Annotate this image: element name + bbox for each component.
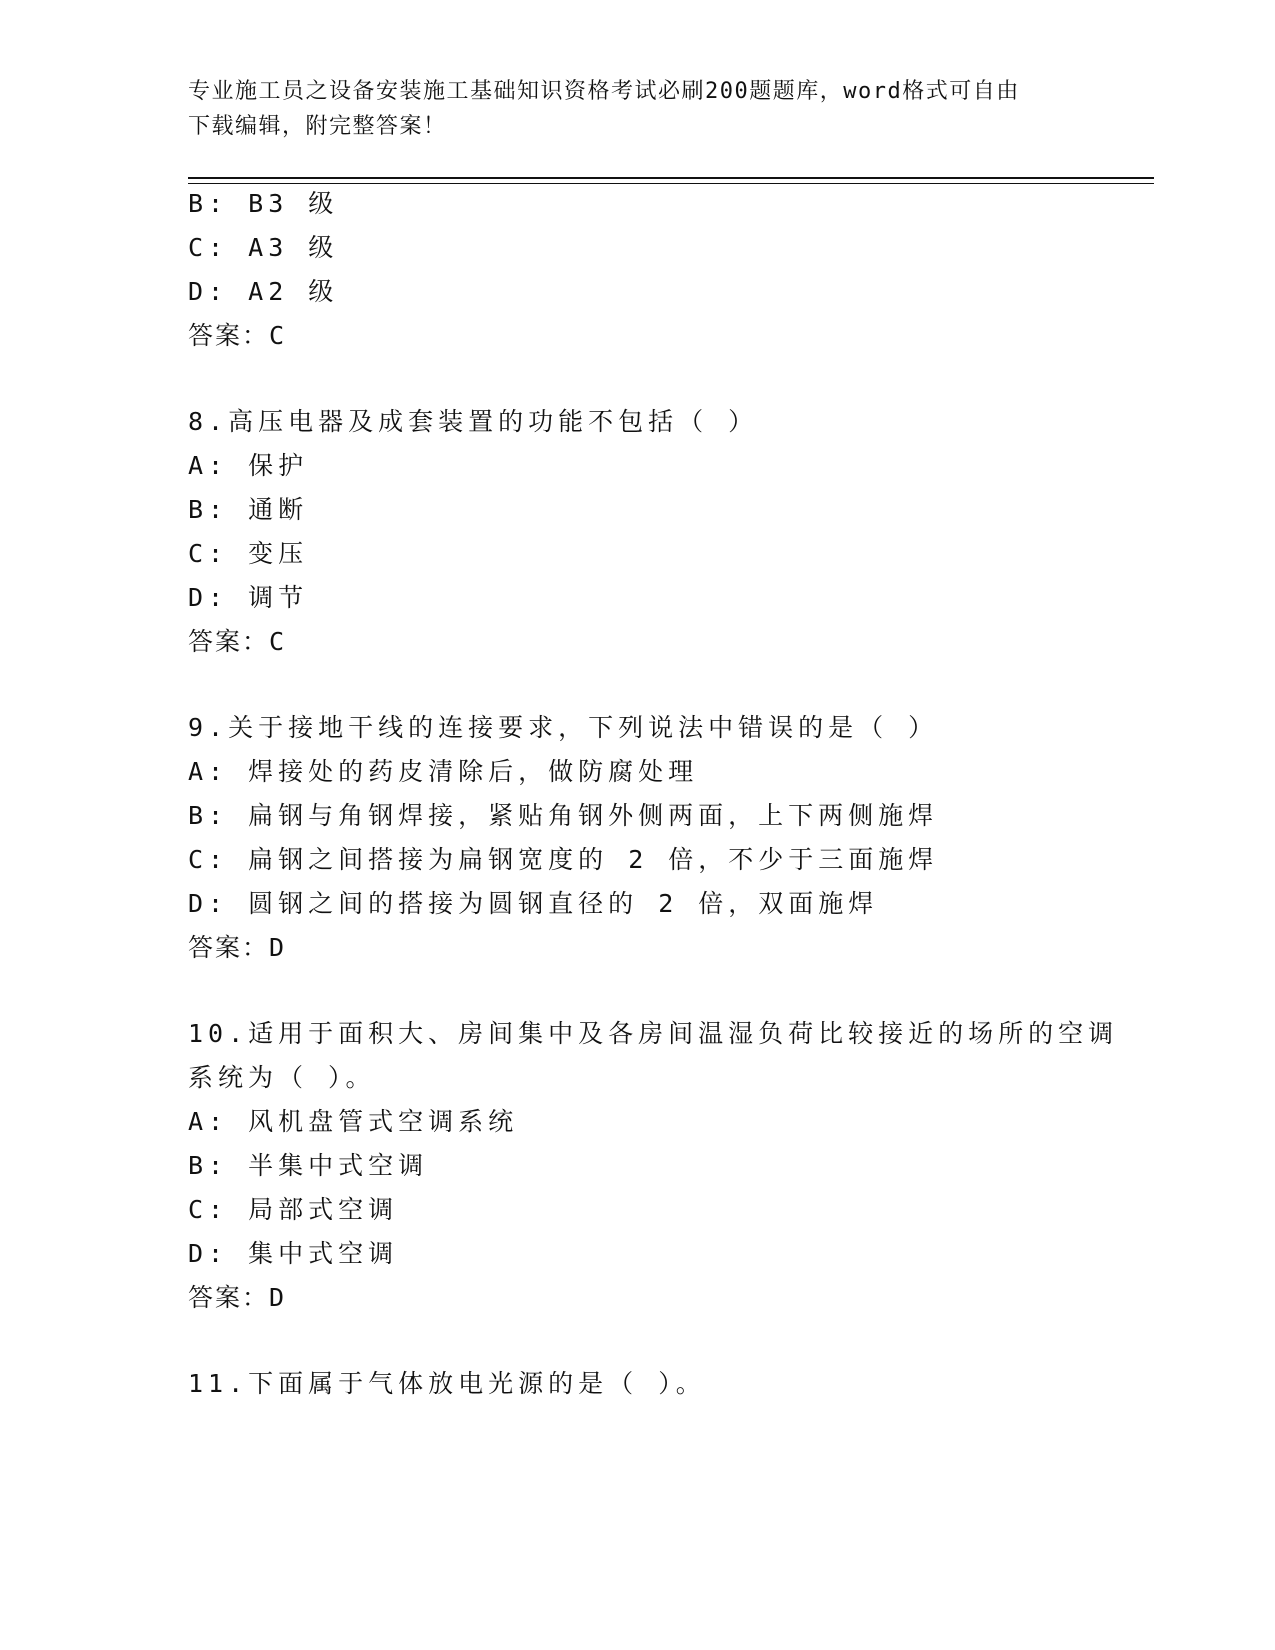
q8-option-b: B: 通断 (188, 495, 309, 524)
q8-answer: 答案：C (188, 627, 287, 656)
q8-option-d: D: 调节 (188, 583, 309, 612)
q7-option-b: B: B3 级 (188, 189, 339, 218)
q7-option-c: C: A3 级 (188, 233, 339, 262)
q10-question-continued: 系统为（ ）。 (188, 1063, 376, 1092)
q10-option-d: D: 集中式空调 (188, 1239, 399, 1268)
q9-question: 9.关于接地干线的连接要求，下列说法中错误的是（ ） (188, 713, 939, 742)
q10-option-a: A: 风机盘管式空调系统 (188, 1107, 519, 1136)
document-header: 专业施工员之设备安装施工基础知识资格考试必刷200题题库，word格式可自由 下载编辑，附完整答案！ (188, 79, 1020, 139)
header-rule-thick (188, 177, 1154, 179)
q7-answer: 答案：C (188, 321, 287, 350)
q10-option-b: B: 半集中式空调 (188, 1151, 429, 1180)
header-rule-thin (188, 183, 1154, 184)
q10-option-c: C: 局部式空调 (188, 1195, 399, 1224)
q7-option-d: D: A2 级 (188, 277, 339, 306)
q9-option-a: A: 焊接处的药皮清除后，做防腐处理 (188, 757, 699, 786)
q9-option-d: D: 圆钢之间的搭接为圆钢直径的 2 倍，双面施焊 (188, 889, 879, 918)
q8-question: 8.高压电器及成套装置的功能不包括（ ） (188, 407, 759, 436)
q11-question: 11.下面属于气体放电光源的是（ ）。 (188, 1369, 706, 1398)
q9-option-c: C: 扁钢之间搭接为扁钢宽度的 2 倍，不少于三面施焊 (188, 845, 939, 874)
q10-question: 10.适用于面积大、房间集中及各房间温湿负荷比较接近的场所的空调 (188, 1019, 1119, 1048)
q10-answer: 答案：D (188, 1283, 287, 1312)
q9-option-b: B: 扁钢与角钢焊接，紧贴角钢外侧两面，上下两侧施焊 (188, 801, 939, 830)
q9-answer: 答案：D (188, 933, 287, 962)
q8-option-c: C: 变压 (188, 539, 309, 568)
q8-option-a: A: 保护 (188, 451, 309, 480)
